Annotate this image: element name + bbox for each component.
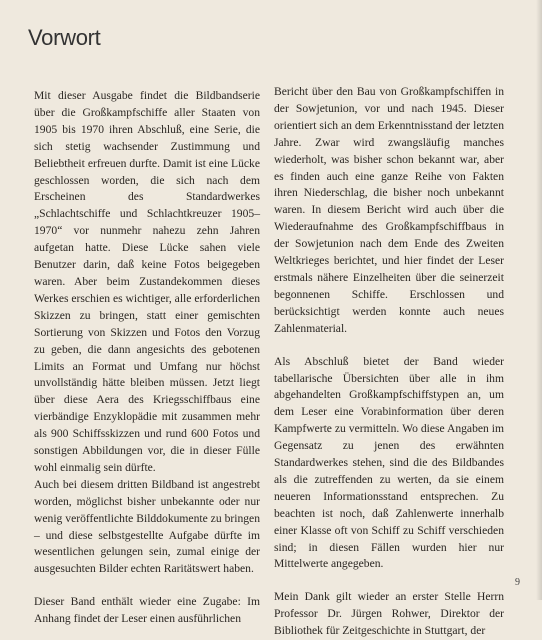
page-edge-shadow: [536, 0, 542, 600]
left-paragraph-1: Mit dieser Ausgabe findet die Bildbandserie über die Großkampfschiffe aller Staaten von 1905 bis 1970 ihren Abschluß, eine Serie, die sich stetig wachsender Zustimmung und Beliebtheit erfreuen durfte. Damit ist eine Lücke geschlossen worden, die sich nach dem Erscheinen des Standardwerkes „Schlachtschiffe und Schlachtkreuzer 1905–1970“ vor nunmehr nahezu zehn Jahren aufgetan hatte. Diese Lücke sahen viele Benutzer darin, daß keine Fotos beigegeben waren. Aber beim Zustandekommen dieses Werkes erschien es wichtiger, alle erforderlichen Skizzen zu bringen, statt einer gemischten Sortierung von Skizzen und Fotos den Vorzug zu geben, die dann angesichts des gebotenen Limits an Format und Umfang nur höchst unvollständig hätte bleiben müssen. Jetzt liegt über diese Aera des Kriegsschiffbaus eine vierbändige Enzyklopädie mit zusammen mehr als 900 Schiffsskizzen und rund 600 Fotos und sonstigen Abbildungen vor, die in dieser Fülle wohl einmalig sein dürfte.: [34, 89, 260, 474]
right-paragraph-3: Mein Dank gilt wieder an erster Stelle Herrn Professor Dr. Jürgen Rohwer, Direktor der Bibliothek für Zeitgeschichte in Stuttgart, der: [274, 590, 504, 638]
left-text-column: [34, 88, 260, 628]
page-number: 9: [515, 577, 520, 588]
right-text-column: [274, 84, 504, 640]
right-paragraph-2: Als Abschluß bietet der Band wieder tabellarische Übersichten über alle in ihm abgehandelten Großkampfschiffstypen an, um dem Leser eine Vorabinformation über deren Kampfwerte zu vermitteln. Wo diese Angaben im Gegensatz zu jenen des erwähnten Standardwerkes stehen, sind die des Bildbandes als die zutreffenden zu werten, da sie einem neueren Informationsstand entsprechen. Zu beachten ist noch, daß Zahlenwerte innerhalb einer Klasse oft von Schiff zu Schiff verschieden sind; in diesen Fällen wurden hier nur Mittelwerte angegeben.: [274, 354, 504, 571]
left-paragraph-2: Auch bei diesem dritten Bildband ist angestrebt worden, möglichst bisher unbekannte oder nur wenig veröffentlichte Bilddokumente zu bringen – und diese selbstgestellte Aufgabe dürfte im wesentlichen gelungen sein, zumal einige der ausgesuchten Bilder echten Raritätswert haben.: [34, 477, 260, 576]
left-paragraph-3: Dieser Band enthält wieder eine Zugabe: Im Anhang findet der Leser einen ausführlichen: [34, 595, 260, 626]
page-title: Vorwort: [28, 24, 101, 50]
right-paragraph-1: Bericht über den Bau von Großkampfschiffen in der Sowjetunion, vor und nach 1945. Dieser orientiert sich an dem Erkenntnisstand der letzten Jahre. Zwar wird zwangsläufig manches wiederholt, was bisher schon bekannt war, aber es finden auch eine ganze Reihe von Fakten ihren Niederschlag, die bisher noch unbekannt waren. In diesem Bericht wird auch über die Wiederaufnahme des Großkampfschiffbaus in der Sowjetunion nach dem Ende des Zweiten Weltkrieges berichtet, und hier findet der Leser erstmals nähere Einzelheiten über die seinerzeit begonnenen Schiffe. Erschlossen und berücksichtigt werden konnte auch neues Zahlenmaterial.: [274, 85, 504, 335]
